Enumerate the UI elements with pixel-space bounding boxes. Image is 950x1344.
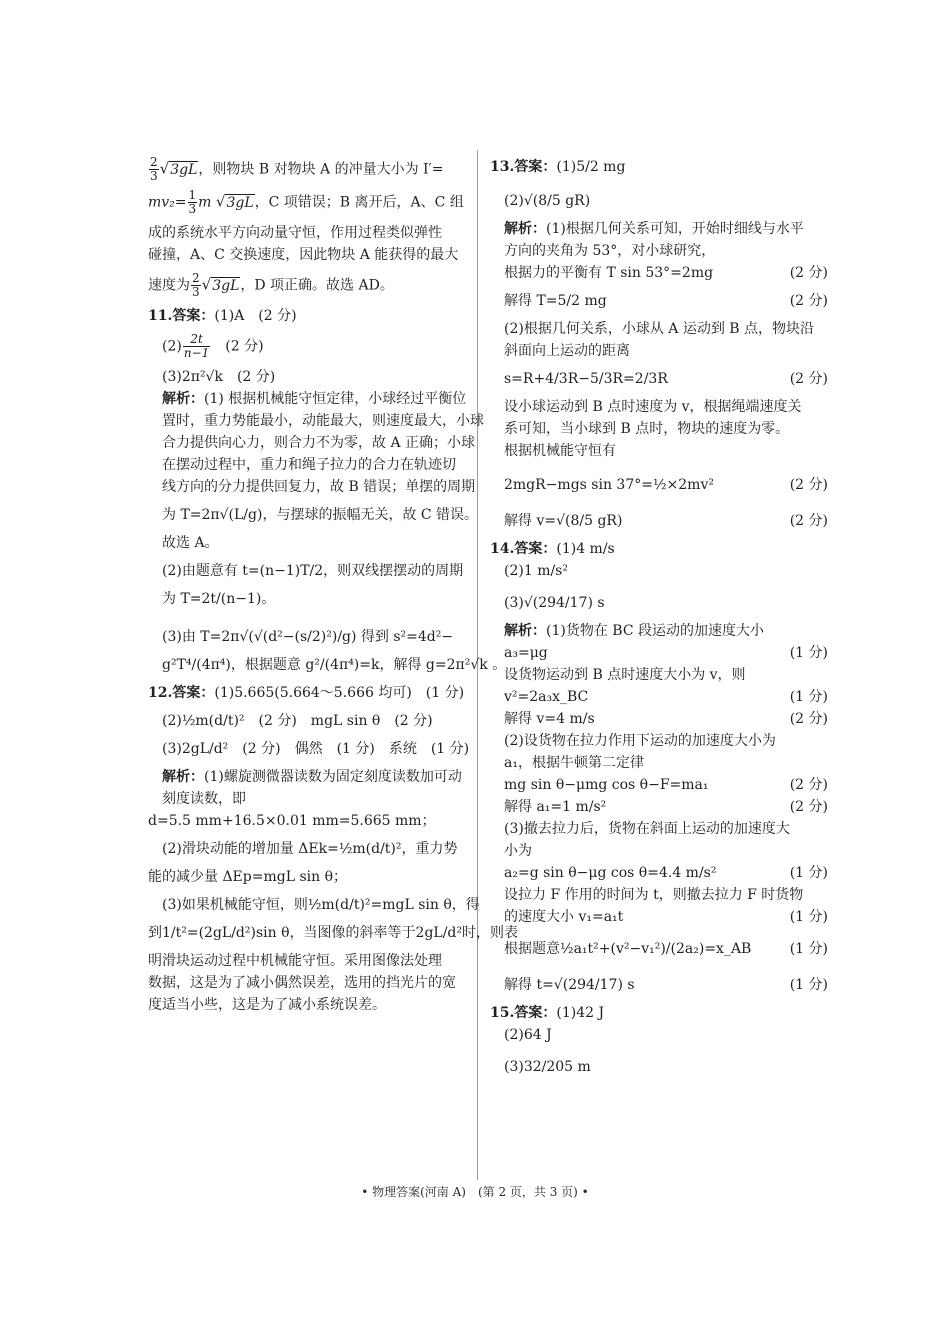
q11-answer-2: (2) $\frac{2t}{n-1}$ (2 分) <box>162 332 264 360</box>
q11-explanation-11: g²T⁴/(4π⁴)，根据题意 g²/(4π⁴)=k，解得 g=2π²√k 。 <box>162 657 507 673</box>
q12-explanation-7: 到1/t²=(2gL/d²)sin θ，当图像的斜率等于2gL/d²时，则表 <box>148 925 518 941</box>
q13-explanation-9: 系可知，当小球到 B 点时，物块的速度为零。 <box>504 421 790 437</box>
q14-answer-3: (3)√(294/17) s <box>504 595 605 611</box>
q12-explanation-10: 度适当小些，这是为了减小系统误差。 <box>148 997 386 1013</box>
q13-explanation-3: 根据力的平衡有 T sin 53°=2mg (2 分) <box>504 265 828 281</box>
q11-explanation-3: 合力提供向心力，则合力不为零，故 A 正确；小球 <box>162 435 476 451</box>
q12-explanation-6: (3)如果机械能守恒，则½m(d/t)²=mgL sin θ，得 <box>162 897 480 913</box>
q13-explanation-7: s=R+4/3R−5/3R=2/3R (2 分) <box>504 371 828 387</box>
q10-cont-line-4: 碰撞，A、C 交换速度，因此物块 A 能获得的最大 <box>148 247 459 263</box>
q14-explanation-16: 解得 t=√(294/17) s (1 分) <box>504 977 828 993</box>
q14-explanation-13: 设拉力 F 作用的时间为 t，则撤去拉力 F 时货物 <box>504 887 804 903</box>
left-column <box>148 150 518 1016</box>
q10-cont-line-5: 速度为 $\frac{2}{3}$ √3gL，D 项正确。故选 AD。 <box>148 271 394 299</box>
q13-explanation-8: 设小球运动到 B 点时速度为 v，根据绳端速度关 <box>504 399 802 415</box>
q14-explanation-6: (2)设货物在拉力作用下运动的加速度大小为 <box>504 733 776 749</box>
q13-explanation-4: 解得 T=5/2 mg (2 分) <box>504 293 828 309</box>
q14-answer-2: (2)1 m/s² <box>504 563 568 579</box>
q12-explanation-5: 能的减少量 ΔEp=mgL sin θ； <box>148 869 348 885</box>
q13-explanation-11: 2mgR−mgs sin 37°=½×2mv² (2 分) <box>504 477 828 493</box>
q11-explanation-4: 在摆动过程中，重力和绳子拉力的合力在轨迹切 <box>162 457 456 473</box>
q12-explanation-3: d=5.5 mm+16.5×0.01 mm=5.665 mm； <box>148 813 436 829</box>
q14-explanation-9: 解得 a₁=1 m/s² (2 分) <box>504 799 828 815</box>
q14-explanation-3: 设货物运动到 B 点时速度大小为 v，则 <box>504 667 746 683</box>
q11-explanation-9: 为 T=2t/(n−1)。 <box>162 591 276 607</box>
q12-answer: 12.答案：(1)5.665(5.664～5.666 均可) (1 分) <box>148 685 465 701</box>
q12-answer-2: (2)½m(d/t)² (2 分) mgL sin θ (2 分) <box>162 713 433 729</box>
q13-answer: 13.答案：(1)5/2 mg <box>490 159 626 175</box>
q14-answer: 14.答案：(1)4 m/s <box>490 541 615 557</box>
q11-explanation-5: 线方向的分力提供回复力，故 B 错误；单摆的周期 <box>162 479 476 495</box>
q13-answer-2: (2)√(8/5 gR) <box>504 193 591 209</box>
q12-answer-3: (3)2gL/d² (2 分) 偶然 (1 分) 系统 (1 分) <box>162 741 470 757</box>
q15-answer-3: (3)32/205 m <box>504 1059 591 1075</box>
q13-explanation-5: (2)根据几何关系，小球从 A 运动到 B 点，物块沿 <box>504 321 815 337</box>
q15-answer: 15.答案：(1)42 J <box>490 1005 605 1021</box>
q12-explanation-8: 明滑块运动过程中机械能守恒。采用图像法处理 <box>148 953 442 969</box>
q13-explanation-6: 斜面向上运动的距离 <box>504 343 630 359</box>
q14-explanation-5: 解得 v=4 m/s (2 分) <box>504 711 828 727</box>
q12-explanation-2: 刻度读数，即 <box>162 791 246 807</box>
page-footer: • 物理答案(河南 A) (第 2 页，共 3 页) • <box>361 1185 589 1199</box>
q11-explanation-6: 为 T=2π√(L/g)，与摆球的振幅无关，故 C 错误。 <box>162 507 479 523</box>
q15-answer-2: (2)64 J <box>504 1027 552 1043</box>
q11-answer-3: (3)2π²√k (2 分) <box>162 369 276 385</box>
q10-cont-line-3: 成的系统水平方向动量守恒，作用过程类似弹性 <box>148 225 442 241</box>
q10-cont-line-1: $\frac{2}{3}$ √3gL，则物块 B 对物块 A 的冲量大小为 I′= <box>150 155 444 183</box>
q12-explanation-1: 解析：(1)螺旋测微器读数为固定刻度读数加可动 <box>162 769 462 785</box>
q11-explanation-8: (2)由题意有 t=(n−1)T/2，则双线摆摆动的周期 <box>162 563 464 579</box>
q12-explanation-9: 数据，这是为了减小偶然误差，选用的挡光片的宽 <box>148 975 456 991</box>
q10-cont-line-2: mv₂= $\frac{1}{3}$ m √3gL，C 项错误；B 离开后，A、C 组 <box>148 188 464 216</box>
q11-answer: 11.答案：(1)A (2 分) <box>148 308 297 324</box>
q14-explanation-1: 解析：(1)货物在 BC 段运动的加速度大小 <box>504 623 764 639</box>
q13-explanation-1: 解析：(1)根据几何关系可知，开始时细线与水平 <box>504 221 804 237</box>
q11-explanation-7: 故选 A。 <box>162 535 219 551</box>
q12-explanation-4: (2)滑块动能的增加量 ΔEk=½m(d/t)²，重力势 <box>162 841 458 857</box>
q13-explanation-2: 方向的夹角为 53°，对小球研究， <box>504 243 716 259</box>
q11-explanation-10: (3)由 T=2π√(√(d²−(s/2)²)/g) 得到 s²=4d²− <box>162 629 454 645</box>
q14-explanation-2: a₃=μg (1 分) <box>504 645 828 661</box>
q14-explanation-15: 根据题意½a₁t²+(v²−v₁²)/(2a₂)=x_AB (1 分) <box>504 941 828 957</box>
q14-explanation-8: mg sin θ−μmg cos θ−F=ma₁ (2 分) <box>504 777 828 793</box>
q11-explanation-2: 置时，重力势能最小，动能最大，则速度最大，小球 <box>162 413 484 429</box>
q14-explanation-12: a₂=g sin θ−μg cos θ=4.4 m/s² (1 分) <box>504 865 828 881</box>
q14-explanation-4: v²=2a₃x_BC (1 分) <box>504 689 828 705</box>
q13-explanation-12: 解得 v=√(8/5 gR) (2 分) <box>504 513 828 529</box>
q14-explanation-11: 小为 <box>504 843 532 859</box>
q14-explanation-14: 的速度大小 v₁=a₁t (1 分) <box>504 909 828 925</box>
right-column <box>490 150 828 1084</box>
q11-explanation-1: 解析：(1) 根据机械能守恒定律，小球经过平衡位 <box>162 391 467 407</box>
q14-explanation-7: a₁，根据牛顿第二定律 <box>504 755 644 771</box>
q13-explanation-10: 根据机械能守恒有 <box>504 443 616 459</box>
q14-explanation-10: (3)撤去拉力后，货物在斜面上运动的加速度大 <box>504 821 790 837</box>
